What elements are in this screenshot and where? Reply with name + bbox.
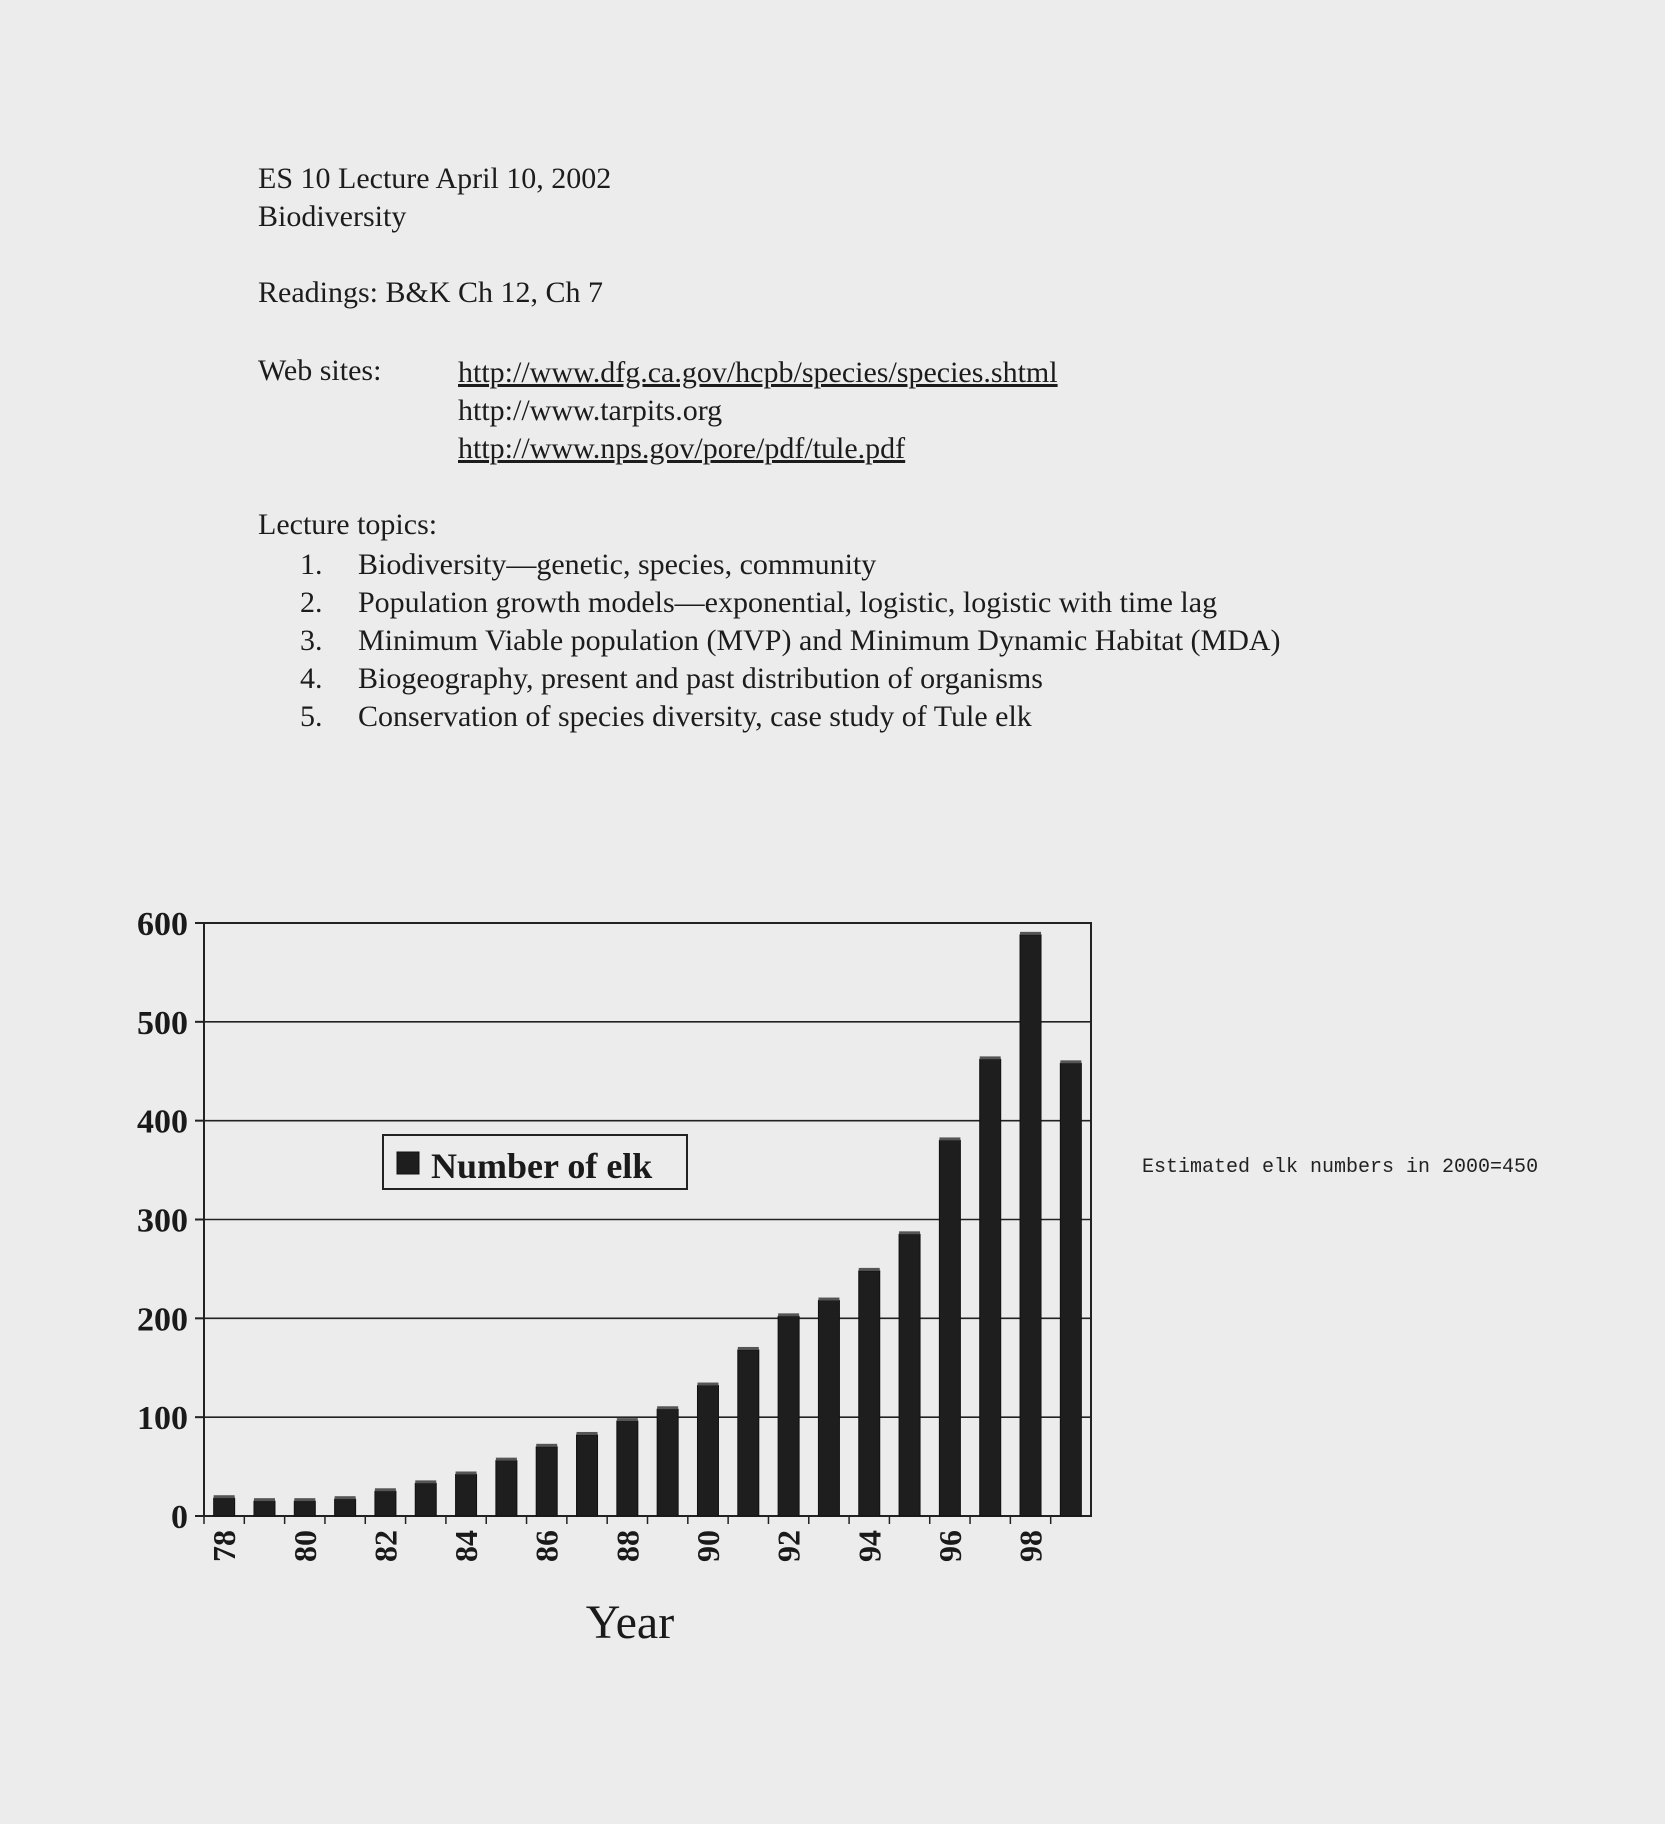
bar bbox=[375, 1491, 396, 1516]
y-tick-label: 500 bbox=[137, 1004, 188, 1042]
x-axis-title: Year bbox=[585, 1596, 675, 1649]
bar-cap bbox=[214, 1495, 235, 1498]
web-link-tarpits[interactable]: http://www.tarpits.org bbox=[458, 394, 723, 427]
x-tick-label: 80 bbox=[286, 1530, 323, 1562]
bar bbox=[496, 1461, 517, 1516]
bar-cap bbox=[496, 1458, 517, 1461]
topic-text: Biogeography, present and past distribution of organisms bbox=[358, 662, 1043, 695]
bar-cap bbox=[697, 1383, 718, 1386]
y-tick-label: 300 bbox=[137, 1202, 188, 1240]
bar-cap bbox=[778, 1313, 799, 1316]
y-tick-label: 600 bbox=[137, 906, 188, 943]
bar-cap bbox=[577, 1432, 598, 1435]
topic-text: Biodiversity—genetic, species, community bbox=[358, 548, 877, 581]
bar bbox=[980, 1059, 1001, 1516]
bar-cap bbox=[738, 1347, 759, 1350]
bar bbox=[617, 1421, 638, 1516]
y-tick-label: 0 bbox=[171, 1499, 188, 1536]
y-tick-label: 100 bbox=[137, 1400, 188, 1438]
bar-cap bbox=[617, 1418, 638, 1421]
topic-number: 4. bbox=[300, 662, 323, 695]
bar bbox=[738, 1350, 759, 1516]
bar bbox=[294, 1501, 315, 1516]
y-tick-label: 200 bbox=[137, 1301, 188, 1339]
bar bbox=[1060, 1063, 1081, 1516]
bar bbox=[818, 1301, 839, 1516]
topic-text: Conservation of species diversity, case study of Tule elk bbox=[358, 700, 1032, 733]
bar bbox=[1020, 935, 1041, 1516]
bar-cap bbox=[254, 1498, 275, 1501]
bar-cap bbox=[939, 1137, 960, 1140]
bar-cap bbox=[1060, 1060, 1081, 1063]
web-sites-label: Web sites: bbox=[258, 354, 382, 387]
web-link-dfg[interactable]: http://www.dfg.ca.gov/hcpb/species/species.shtml bbox=[458, 356, 1058, 389]
y-tick-label: 400 bbox=[137, 1103, 188, 1141]
bar bbox=[939, 1140, 960, 1516]
bar-cap bbox=[657, 1406, 678, 1409]
topic-number: 2. bbox=[300, 586, 323, 619]
bar-cap bbox=[859, 1268, 880, 1271]
x-tick-label: 90 bbox=[689, 1530, 726, 1562]
lecture-subject: Biodiversity bbox=[258, 200, 407, 233]
bar-cap bbox=[818, 1298, 839, 1301]
bar-cap bbox=[335, 1496, 356, 1499]
elk-estimate-note: Estimated elk numbers in 2000=450 bbox=[1142, 1156, 1539, 1179]
topic-number: 5. bbox=[300, 700, 323, 733]
x-tick-label: 94 bbox=[851, 1530, 888, 1562]
x-tick-label: 78 bbox=[206, 1530, 243, 1562]
topic-number: 3. bbox=[300, 624, 323, 657]
x-tick-label: 82 bbox=[367, 1530, 404, 1562]
bar bbox=[697, 1386, 718, 1516]
x-tick-label: 92 bbox=[770, 1530, 807, 1562]
lecture-topics-label: Lecture topics: bbox=[258, 508, 438, 541]
bar bbox=[899, 1234, 920, 1516]
bar-cap bbox=[536, 1444, 557, 1447]
bar-cap bbox=[899, 1231, 920, 1234]
readings-line: Readings: B&K Ch 12, Ch 7 bbox=[258, 276, 604, 309]
bar bbox=[778, 1316, 799, 1516]
bar bbox=[214, 1498, 235, 1516]
bar bbox=[456, 1474, 477, 1516]
x-tick-label: 88 bbox=[609, 1530, 646, 1562]
bar bbox=[536, 1447, 557, 1516]
bar-cap bbox=[294, 1498, 315, 1501]
x-tick-label: 86 bbox=[528, 1530, 565, 1562]
bar bbox=[657, 1409, 678, 1516]
bar bbox=[577, 1435, 598, 1516]
bar-cap bbox=[456, 1471, 477, 1474]
bar bbox=[254, 1501, 275, 1516]
legend-swatch bbox=[397, 1152, 419, 1174]
topic-number: 1. bbox=[300, 548, 323, 581]
topic-text: Population growth models—exponential, logistic, logistic with time lag bbox=[358, 586, 1218, 619]
x-tick-label: 84 bbox=[448, 1530, 485, 1562]
bar-cap bbox=[415, 1480, 436, 1483]
x-tick-label: 98 bbox=[1012, 1530, 1049, 1562]
legend-label: Number of elk bbox=[431, 1146, 653, 1186]
bar-cap bbox=[980, 1056, 1001, 1059]
lecture-title: ES 10 Lecture April 10, 2002 bbox=[258, 162, 612, 195]
bar bbox=[335, 1499, 356, 1516]
topic-text: Minimum Viable population (MVP) and Minimum Dynamic Habitat (MDA) bbox=[358, 624, 1281, 657]
bar bbox=[415, 1483, 436, 1516]
bar-cap bbox=[1020, 932, 1041, 935]
x-tick-label: 96 bbox=[931, 1530, 968, 1562]
bar bbox=[859, 1271, 880, 1516]
bar-cap bbox=[375, 1488, 396, 1491]
web-link-nps[interactable]: http://www.nps.gov/pore/pdf/tule.pdf bbox=[458, 432, 906, 465]
